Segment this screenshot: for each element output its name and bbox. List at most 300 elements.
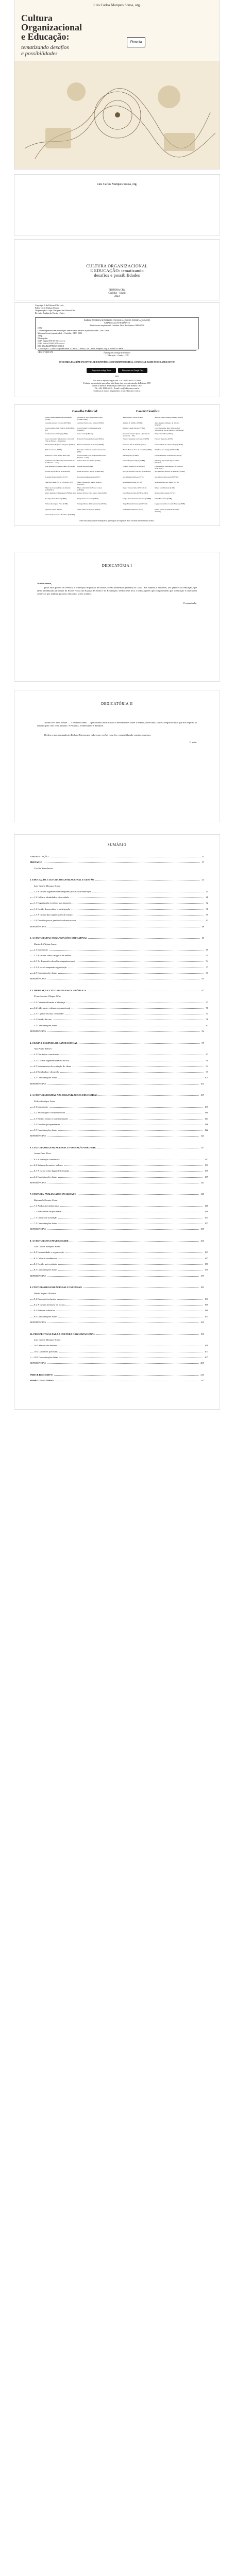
toc-label: Joana Darc Alves bbox=[34, 1152, 51, 1155]
toc-label: Pedro Henrique Lima bbox=[34, 1099, 55, 1103]
council-member: Guillermo Arias Beatón (Universidade de La Havana – Cuba) bbox=[45, 460, 75, 464]
toc-entry[interactable] bbox=[30, 1374, 204, 1376]
toc-label: 4.1 Distinções conceituais bbox=[34, 1053, 59, 1056]
cip-bib: DOI 10.24824/978652510000.0 bbox=[38, 345, 64, 347]
toc-entry[interactable] bbox=[30, 1268, 208, 1271]
google-play-badge[interactable]: Disponível no Google Play bbox=[118, 368, 147, 373]
toc-label: 5.1 Introdução bbox=[34, 1105, 48, 1108]
toc-page-number: 157 bbox=[205, 1222, 208, 1225]
toc-label: 9.2 A cultura inclusiva na escola bbox=[34, 1303, 65, 1307]
toc-label: REFERÊNCIAS bbox=[30, 1030, 46, 1032]
toc-entry[interactable] bbox=[30, 1082, 204, 1085]
toc-entry[interactable] bbox=[30, 1275, 204, 1277]
council-member: Elizeu Clementino de Souza (UNEB) bbox=[123, 438, 149, 440]
council-member: Maria Eurácia Barreto de Andrade (UFRB) bbox=[155, 470, 185, 472]
dedication-1-signature: O organizador bbox=[182, 602, 197, 604]
dedication-2-title: DEDICATÓRIA II bbox=[101, 702, 133, 706]
toc-page-number: 107 bbox=[205, 1105, 208, 1108]
council-member: Ana Chrystina Venancio Mignot (UERJ) bbox=[155, 416, 183, 418]
toc-entry[interactable] bbox=[30, 1205, 208, 1207]
toc-entry[interactable] bbox=[30, 1356, 208, 1359]
toc-entry[interactable] bbox=[30, 1146, 204, 1149]
toc-entry[interactable] bbox=[30, 937, 204, 939]
toc-entry[interactable] bbox=[30, 1030, 204, 1032]
council-member: Josania Portela (UFPI) bbox=[77, 465, 93, 467]
toc-label: 5.2 Tecnologias e cultura escolar bbox=[34, 1111, 65, 1114]
toc-label: Cecília Warschauer bbox=[34, 867, 53, 870]
toc-label: APRESENTAÇÃO bbox=[30, 855, 48, 858]
toc-entry[interactable] bbox=[30, 1303, 208, 1306]
toc-entry[interactable] bbox=[30, 948, 208, 951]
council-member: Paulo Romualdo Hernandes (UNIFAL-MG) bbox=[45, 492, 76, 494]
toc-label: 7. CULTURA, AVALIAÇÃO E QUALIDADE bbox=[30, 1193, 76, 1196]
toc-label: Marta Regina Oliveira bbox=[34, 1292, 56, 1295]
toc-label: 4.5 Considerações finais bbox=[34, 1076, 58, 1079]
council-member: Silvia Ester Orrú (UNB) bbox=[155, 497, 172, 500]
toc-label: 9.1 Educação inclusiva bbox=[34, 1297, 56, 1300]
toc-label: 2.1 Introdução bbox=[34, 948, 48, 951]
council-member: Solange Helena Ximenes-Rocha (UFOPA) bbox=[77, 503, 107, 505]
toc-entry[interactable] bbox=[30, 1228, 204, 1230]
toc-label: 10.3 Considerações finais bbox=[34, 1355, 59, 1359]
dedication-2-signature: O autor bbox=[189, 741, 197, 743]
toc-page-number: 103 bbox=[200, 1082, 204, 1085]
publisher-line: Curitiba – Brasil bbox=[108, 292, 126, 295]
toc-entry[interactable] bbox=[30, 1012, 208, 1015]
toc-entry[interactable] bbox=[30, 1240, 204, 1242]
toc-label: 6.2 Saberes docentes e cultura bbox=[34, 1163, 63, 1166]
toc-label: 1. EDUCAÇÃO, CULTURA ORGANIZACIONAL E GESTÃO bbox=[30, 878, 94, 882]
toc-page-number: 51 bbox=[206, 954, 208, 957]
title-line: desafios e possibilidades bbox=[94, 273, 140, 278]
toc-label: Luis Carlos Marques Sousa bbox=[34, 1245, 61, 1248]
toc-label: 2.4 A escola enquanto organização bbox=[34, 965, 67, 969]
toc-label: REFERÊNCIAS bbox=[30, 1082, 46, 1085]
toc-label: REFERÊNCIAS bbox=[30, 977, 46, 980]
toc-entry bbox=[30, 1152, 208, 1155]
cover-title bbox=[21, 13, 137, 41]
council-member: Carlos Federico Dominguez Avila (Unieuro) bbox=[77, 427, 102, 431]
toc-entry[interactable] bbox=[30, 1210, 208, 1213]
toc-entry[interactable] bbox=[30, 977, 204, 980]
catalog-line: Revisão: Analista de Escrita e Artes bbox=[35, 312, 65, 314]
council-member: Carmen Tereza Velanga (UNIR) bbox=[45, 432, 68, 435]
toc-entry[interactable] bbox=[30, 1111, 208, 1114]
toc-entry[interactable] bbox=[30, 1344, 208, 1347]
toc-entry[interactable] bbox=[30, 1134, 204, 1137]
toc-entry[interactable] bbox=[30, 1059, 208, 1062]
app-store-badge[interactable]: Disponível na App Store bbox=[87, 368, 116, 373]
toc-page-number: 74 bbox=[206, 1012, 208, 1015]
toc-page-number: 39 bbox=[206, 913, 208, 916]
toc-entry[interactable] bbox=[30, 1042, 204, 1044]
council-member: Cesar Gerónimo Tello (Universidad Nacional de Tres de Febrero – Argentina) bbox=[155, 427, 184, 431]
toc-label: ÍNDICE REMISSIVO bbox=[30, 1373, 53, 1376]
toc-page-number: 163 bbox=[200, 1239, 204, 1242]
toc-page-number: 70 bbox=[206, 1006, 208, 1009]
toc-entry[interactable] bbox=[30, 960, 208, 962]
toc-label: 6.4 Considerações finais bbox=[34, 1175, 58, 1178]
toc-page-number: 207 bbox=[205, 1355, 208, 1359]
title-line: E EDUCAÇÃO: tematizando bbox=[90, 268, 144, 273]
council-member: Maria Lília Imbiriba Sousa Colares (UFOPA) bbox=[77, 486, 103, 491]
toc-entry[interactable] bbox=[30, 1076, 208, 1079]
toc-page-number: 167 bbox=[205, 1257, 208, 1260]
editorial-council-page bbox=[14, 405, 220, 526]
toc-page-number: 90 bbox=[206, 1059, 208, 1062]
toc-label: 8.4 Considerações finais bbox=[34, 1268, 58, 1272]
dedication-1-page bbox=[14, 552, 220, 681]
council-member: Oscar Ferreira Neto (UNIFAL-MG) bbox=[123, 492, 148, 494]
toc-page-number: 17 bbox=[202, 861, 204, 864]
toc-page-number: 107 bbox=[200, 1094, 204, 1097]
council-member: João Adalberto Campato Junior (UNESP) bbox=[45, 465, 75, 467]
title-page-publisher bbox=[14, 289, 220, 298]
toc-page-number: 49 bbox=[206, 948, 208, 951]
toc-label: 1.2 Cultura, identidade e diversidade bbox=[34, 896, 69, 899]
council-member: Mohammed Elhajji (UFRJ) bbox=[123, 481, 142, 483]
cover-subtitle-line: e possibilidades bbox=[21, 50, 58, 57]
half-title-author: Luis Carlos Marques Sousa, org. bbox=[96, 183, 138, 186]
toc-label: Luis Carlos Marques Sousa bbox=[34, 884, 61, 887]
council-member: Fernando Antônio Gonçalves Alcoforado (IPB) bbox=[77, 449, 106, 453]
toc-entry bbox=[30, 943, 208, 945]
council-member: Elione Maria Nogueira Diogenes (UFAL) bbox=[45, 443, 75, 446]
toc-entry[interactable] bbox=[30, 1193, 204, 1195]
toc-page-number: 124 bbox=[200, 1134, 204, 1138]
toc-label: 8.2 Culturas acadêmicas bbox=[34, 1257, 57, 1260]
toc-page-number: 171 bbox=[205, 1263, 208, 1265]
toc-entry[interactable] bbox=[30, 896, 208, 899]
toc-entry[interactable] bbox=[30, 1379, 204, 1382]
toc-label: 6.3 A escola como lugar de formação bbox=[34, 1170, 70, 1173]
council-member: Anselmo Alencar Colares (UFOPA) bbox=[45, 421, 71, 424]
cip-bib: 1. Educação 2. Cultura organizacional 3. Gestão I. Sousa, Luis Carlos Marques. org. II. Título III. Série. bbox=[38, 347, 124, 350]
toc-page-number: 28 bbox=[206, 896, 208, 899]
toc-label: 3. LIDERANÇA E CULTURA NA ESCOLA PÚBLICA bbox=[30, 989, 86, 992]
toc-label: SOBRE OS AUTORES bbox=[30, 1379, 54, 1382]
toc-entry[interactable] bbox=[30, 1170, 208, 1172]
council-member: Sydione Santos (UEPG) bbox=[45, 508, 62, 511]
toc-entry[interactable] bbox=[30, 1024, 208, 1027]
toc-entry[interactable] bbox=[30, 855, 204, 858]
toc-leader bbox=[30, 862, 204, 863]
toc-page-number: 78 bbox=[206, 1018, 208, 1021]
council-member: Renato Francisco dos Santos Paula (UFG) bbox=[77, 492, 107, 494]
toc-leader bbox=[30, 1276, 204, 1277]
toc-entry[interactable] bbox=[30, 1164, 208, 1166]
toc-entry[interactable] bbox=[30, 1309, 208, 1312]
toc-entry[interactable] bbox=[30, 1257, 208, 1260]
toc-page-number: 203 bbox=[205, 1350, 208, 1353]
council-member: Sérgio Ricardo Pereira Cardoso (UNEB) bbox=[123, 497, 152, 500]
toc-label: 1.4 Gestão democrática e participação bbox=[34, 907, 71, 910]
toc-page-number: 67 bbox=[206, 1001, 208, 1004]
half-title-page bbox=[14, 175, 220, 235]
committee-title: Comitê Científico: bbox=[136, 410, 161, 413]
toc-entry[interactable] bbox=[30, 972, 208, 974]
council-member: Antônio Pereira Gaio Júnior (UFRRJ) bbox=[77, 421, 104, 424]
toc-leader bbox=[30, 1136, 204, 1137]
toc-page-number: 145 bbox=[200, 1193, 204, 1196]
council-member: Uyguaciara Velôso Castelo Branco (UFPB) bbox=[155, 503, 185, 505]
council-member: Jussara Fraga Portugal (UNEB) bbox=[123, 460, 145, 462]
toc-entry bbox=[30, 867, 208, 870]
toc-label: 2.3 As dimensões da cultura organizacional bbox=[34, 960, 75, 963]
toc-page-number: 127 bbox=[200, 1146, 204, 1149]
toc-page-number: 97 bbox=[206, 1071, 208, 1074]
toc-page-number: 46 bbox=[202, 925, 204, 928]
toc-label: 1.1 A cultura organizacional enquanto processo de mediação bbox=[34, 890, 92, 893]
toc-label: 1.3 Organização escolar e sua natureza bbox=[34, 902, 71, 905]
council-member: Eliane Rose Maio (UEM) bbox=[155, 432, 173, 435]
toc-leader bbox=[30, 1031, 204, 1032]
toc-entry[interactable] bbox=[30, 1350, 208, 1353]
council-member: Lourdes Helena da Silva (UFV) bbox=[123, 465, 145, 467]
council-member: Rodrigo Pratte-Santos (UFES) bbox=[45, 497, 67, 500]
council-member: Andréia N. Militão (UEMS) bbox=[123, 421, 143, 424]
toc-page-number: 36 bbox=[206, 907, 208, 910]
toc-label: 8.1 Universidade e organização bbox=[34, 1251, 64, 1254]
council-footer: Este livro passou por avaliação e aprovação às cegas de dois ou mais pareceristas ad hoc. bbox=[79, 519, 155, 522]
toc-page-number: 63 bbox=[202, 977, 204, 980]
toc-page-number: 110 bbox=[205, 1111, 208, 1114]
toc-entry[interactable] bbox=[30, 966, 208, 969]
dedication-2-text: Dedico a meu companheiro Richard Parsons por tudo o que vocês t e que fez, compartilhando comigo os passos. bbox=[44, 734, 151, 736]
toc-entry[interactable] bbox=[30, 1158, 208, 1161]
council-member: Leonel Severo Rocha (UNISINOS) bbox=[45, 470, 71, 472]
toc-title: SUMÁRIO bbox=[107, 843, 127, 847]
council-member: Najela Tavares Ujiie (UNESPAR) bbox=[123, 486, 146, 489]
cip-librarian: Bibliotecária responsável: Luzenira Alves dos Santos CRB9/1506 bbox=[90, 324, 144, 327]
council-member: Anna Augusta Sampaio de Oliveira (UNESP) bbox=[155, 421, 180, 426]
council-member: Luciano Rodrigues Costa (UFV) bbox=[77, 476, 101, 478]
council-member: Maria de Lourdes Pinto de Almeida (UNOESC) bbox=[45, 486, 71, 491]
toc-entry[interactable] bbox=[30, 1181, 204, 1184]
cip-subtitle: CATALOGAÇÃO NA FONTE bbox=[104, 321, 130, 324]
toc-entry[interactable] bbox=[30, 1251, 208, 1253]
toc-entry bbox=[30, 885, 208, 887]
publisher-line: 2023 bbox=[114, 295, 120, 298]
toc-leader bbox=[30, 950, 208, 951]
toc-entry[interactable] bbox=[30, 1321, 204, 1324]
catalog-page bbox=[14, 303, 220, 397]
council-member: Eduardo Fernandes Barbosa (UFMG) bbox=[77, 438, 104, 440]
toc-entry[interactable] bbox=[30, 1094, 204, 1096]
council-member: Mônica Pereira dos Santos (UFRJ) bbox=[155, 481, 179, 483]
toc-page-number: 163 bbox=[205, 1251, 208, 1254]
toc-label: PREFÁCIO bbox=[30, 861, 42, 864]
toc-entry[interactable] bbox=[30, 861, 204, 863]
toc-page-number: 122 bbox=[205, 1129, 208, 1132]
cip-entry: 238 p. bbox=[38, 334, 43, 337]
cover-subtitle-line: tematizando desafios bbox=[21, 44, 69, 50]
council-member: Fauston Negreiros (UFPI) bbox=[155, 438, 173, 440]
council-member: Carlos Alberto Vilar Estêvão (UMINHO – PT) bbox=[45, 427, 75, 431]
council-member: Maria Cristina dos Santos Bezerra (UFSCar) bbox=[77, 481, 102, 485]
council-member: Regina Célia Grando (UFSC) bbox=[155, 492, 176, 494]
toc-label: REFERÊNCIAS bbox=[30, 1181, 46, 1184]
toc-entry[interactable] bbox=[30, 919, 208, 922]
toc-page-number: 145 bbox=[205, 1205, 208, 1207]
toc-label: 9.4 Considerações finais bbox=[34, 1315, 58, 1318]
catalog-index bbox=[35, 351, 199, 357]
toc-page-number: 61 bbox=[206, 972, 208, 974]
toc-page-number: 141 bbox=[200, 1181, 204, 1184]
toc-entry[interactable] bbox=[30, 1286, 204, 1289]
council-title: Conselho Editorial: bbox=[72, 410, 98, 413]
toc-page-number: 11 bbox=[202, 855, 204, 858]
publisher-line: Tel.: (41) 3039-6418 – E-mail: sac@editoracrv.com.br bbox=[94, 387, 140, 389]
toc-label: 1.5 A cultura das organizações de ensino bbox=[34, 913, 73, 916]
toc-label: 3.4 Estudo de caso bbox=[34, 1018, 52, 1021]
council-member: Francisco Carlos Duarte (PUC-PR) bbox=[45, 454, 70, 456]
council-member: Valdir Heitor Barzotto (USP) bbox=[123, 508, 143, 511]
toc-page-number: 159 bbox=[200, 1228, 204, 1231]
catalog-header bbox=[35, 304, 199, 314]
toc-label: Luis Carlos Marques Sousa bbox=[34, 1338, 61, 1341]
toc-page-number: 118 bbox=[205, 1123, 208, 1126]
toc-entry[interactable] bbox=[30, 1315, 208, 1318]
toc-entry[interactable] bbox=[30, 1106, 208, 1108]
toc-page-number: 114 bbox=[205, 1117, 208, 1120]
toc-page-number: 189 bbox=[205, 1309, 208, 1312]
toc-entry[interactable] bbox=[30, 1001, 208, 1004]
toc-entry[interactable] bbox=[30, 1222, 208, 1225]
council-member: Ilma Passos A. Veiga (UNICEUB) bbox=[155, 449, 179, 451]
toc-label: Maria de Fátima Sousa bbox=[34, 942, 57, 945]
dedication-1-salutation: A Adão Sousa, bbox=[37, 582, 52, 585]
toc-label: 10.1 Síntese dos debates bbox=[34, 1344, 57, 1347]
council-member: Nilson José Machado (USP) bbox=[155, 486, 175, 489]
toc-page-number: 181 bbox=[205, 1297, 208, 1300]
toc-label: 2.5 Considerações finais bbox=[34, 972, 58, 974]
toc-label: 2. A CULTURA DAS ORGANIZAÇÕES EDUCATIVAS bbox=[30, 937, 87, 940]
cip-entry: Cultura organizacional e educação: tematizando desafios e possibilidades / Luis Carlos bbox=[38, 329, 109, 332]
toc-entry[interactable] bbox=[30, 1216, 208, 1219]
toc-page-number: 67 bbox=[202, 989, 204, 992]
toc-entry[interactable] bbox=[30, 1263, 208, 1265]
toc-page-number: 32 bbox=[206, 902, 208, 905]
catalog-year: 2023 bbox=[115, 375, 119, 378]
toc-label: 4. CLIMA E CULTURA ORGANIZACIONAL bbox=[30, 1041, 78, 1044]
toc-page-number: 131 bbox=[205, 1163, 208, 1166]
cip-bib: Bibliografia bbox=[38, 337, 48, 340]
toc-entry[interactable] bbox=[30, 890, 208, 893]
toc-entry[interactable] bbox=[30, 1117, 208, 1120]
council-member: Inês Bragança (UERJ) bbox=[123, 454, 139, 456]
catalog-publisher-block bbox=[35, 379, 199, 392]
toc-entry[interactable] bbox=[30, 1129, 208, 1131]
publisher-line: Foi feito o depósito legal conf. Lei 10.994 de 14/12/2004 bbox=[93, 379, 141, 382]
toc-entry[interactable] bbox=[30, 878, 204, 881]
council-member: Maria Lucia Morrone (UNIFESP) bbox=[155, 476, 179, 478]
title-page bbox=[14, 240, 220, 300]
book-cover bbox=[14, 0, 220, 169]
toc-entry[interactable] bbox=[30, 1362, 204, 1364]
toc-label: 3.2 Liderança e cultura organizacional bbox=[34, 1006, 71, 1009]
council-member: Jailson Alves dos Santos (UFRJ) bbox=[77, 460, 101, 462]
toc-label: Raimundo Nonato Costa bbox=[34, 1198, 58, 1201]
council-member: Tania Suely Azevedo Brasileiro (UFOPA) bbox=[45, 514, 75, 516]
publisher-line: Todos os direitos desta edição reservados pela: Editora CRV bbox=[92, 384, 142, 387]
toc-page-number: 23 bbox=[202, 878, 204, 882]
toc-entry[interactable] bbox=[30, 913, 208, 916]
cover-subtitle bbox=[21, 44, 124, 57]
toc-entry[interactable] bbox=[30, 1053, 208, 1056]
council-member: Kilwangy Kya Kapitango-a-Samba (Unemat) bbox=[155, 460, 179, 464]
toc-label: 10. PERSPECTIVAS PARA A CULTURA ORGANIZACIONAL bbox=[30, 1332, 95, 1335]
catalog-line: Copyright © da Editora CRV Ltda. bbox=[35, 304, 64, 307]
council-member: Marcelo Paixão (UFRJ e UTexas – US) bbox=[45, 481, 73, 483]
toc-label: 9. CULTURA ORGANIZACIONAL E INCLUSÃO bbox=[30, 1286, 82, 1289]
council-member: Wilma Pastor de Andrade Sobrinho (UFRRJ) bbox=[155, 508, 180, 513]
council-member: Diosnel Centurion (Univ Autónoma de Assunción – PY) bbox=[123, 432, 150, 437]
toc-label: 7.2 Indicadores de qualidade bbox=[34, 1210, 61, 1213]
catalog-line: Diagramação e Capa: Designers da Editora CRV bbox=[35, 309, 75, 312]
toc-entry[interactable] bbox=[30, 954, 208, 957]
toc-label: 4.2 O clima organizacional na escola bbox=[34, 1059, 69, 1062]
toc-page-number: 153 bbox=[205, 1216, 208, 1219]
toc-page-number: 195 bbox=[200, 1321, 204, 1324]
toc-leader bbox=[30, 1375, 204, 1376]
toc-page-number: 25 bbox=[206, 890, 208, 893]
cip-title: DADOS INTERNACIONAIS DE CATALOGAÇÃO NA PUBLICAÇÃO (CIP) bbox=[83, 319, 151, 321]
toc-entry[interactable] bbox=[30, 908, 208, 910]
toc-page-number: 139 bbox=[205, 1175, 208, 1178]
toc-entry bbox=[30, 1100, 208, 1103]
cover-title-line: Organizacional bbox=[21, 22, 82, 32]
cover-title-line: Cultura bbox=[21, 13, 53, 23]
toc-label: 2.2 A cultura como categoria de análise bbox=[34, 954, 72, 957]
council-member: Simone Rodrigues Pinto (UNB) bbox=[45, 503, 68, 505]
toc-entry[interactable] bbox=[30, 1298, 208, 1300]
toc-page-number: 199 bbox=[205, 1344, 208, 1347]
toc-entry bbox=[30, 1338, 208, 1341]
toc-label: Ana Paula Ribeiro bbox=[34, 1047, 52, 1050]
toc-label: REFERÊNCIAS bbox=[30, 1274, 46, 1277]
toc-entry[interactable] bbox=[30, 1176, 208, 1178]
toc-page-number: 57 bbox=[206, 965, 208, 969]
toc-page-number: 177 bbox=[200, 1274, 204, 1277]
council-member: Gláucia Maria dos Santos Jorge (UFOP) bbox=[155, 443, 183, 446]
council-member: Altair Alberto Fávero (UPF) bbox=[123, 416, 143, 418]
dedication-1-title: DEDICATÓRIA I bbox=[102, 564, 132, 568]
cover-title-line: e Educação: bbox=[21, 31, 70, 42]
toc-entry[interactable] bbox=[30, 1065, 208, 1067]
toc-entry[interactable] bbox=[30, 1007, 208, 1009]
toc-label: REFERÊNCIAS bbox=[30, 925, 46, 928]
toc-entry[interactable] bbox=[30, 925, 204, 928]
toc-label: 1.6 Desafios para a gestão da cultura escolar bbox=[34, 919, 76, 922]
toc-entry[interactable] bbox=[30, 989, 204, 992]
toc-entry[interactable] bbox=[30, 1018, 208, 1021]
toc-entry[interactable] bbox=[30, 1123, 208, 1126]
toc-label: 9.3 Práticas e desafios bbox=[34, 1309, 55, 1312]
cip-entry: Marques Sousa (organizador). – Curitiba : CRV, 2023. bbox=[38, 332, 82, 334]
toc-label: 8. A CULTURA NA UNIVERSIDADE bbox=[30, 1239, 69, 1242]
publisher-line: Conheça os nossos lançamentos: www.editoracrv.com.br bbox=[93, 389, 141, 392]
toc-entry[interactable] bbox=[30, 1071, 208, 1073]
toc-entry[interactable] bbox=[30, 1333, 204, 1335]
toc-page-number: 149 bbox=[205, 1210, 208, 1213]
catalog-line: Editor-chefe: Railson Moura bbox=[35, 307, 59, 309]
digital-notice: ESTA OBRA TAMBÉM ENCONTRA-SE DISPONÍVEL EM FORMATO DIGITAL. CONHEÇA E BAIXE NOSSO APLICATIVO! bbox=[59, 361, 175, 363]
council-member: Aldira Guimarães Duarte Domínguez (UNB) bbox=[45, 416, 72, 420]
toc-label: 7.1 Avaliação institucional bbox=[34, 1205, 59, 1207]
toc-entry[interactable] bbox=[30, 902, 208, 904]
council-member: Lourdes Helena da Silva (UFV) bbox=[45, 476, 68, 478]
